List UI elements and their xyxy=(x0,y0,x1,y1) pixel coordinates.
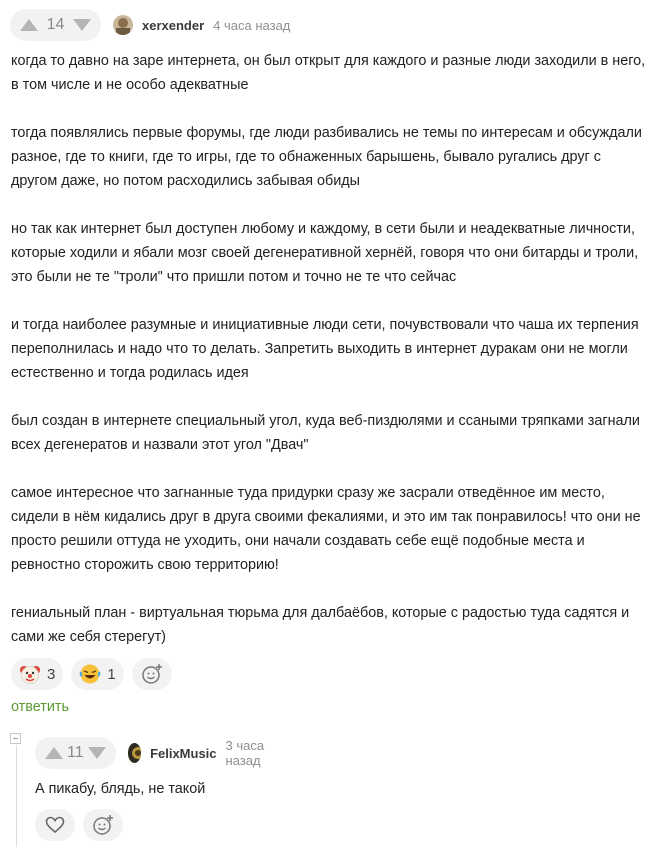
add-emoji-icon xyxy=(92,814,114,836)
vote-box xyxy=(35,737,116,769)
author-name[interactable]: xerxender xyxy=(142,17,205,33)
comment-body xyxy=(11,49,651,649)
reply-actions xyxy=(35,809,123,841)
add-reaction-button[interactable] xyxy=(132,658,172,690)
reply-link[interactable]: ответить xyxy=(11,699,70,715)
reaction-laugh[interactable] xyxy=(71,658,123,690)
timestamp[interactable]: 4 часа назад xyxy=(213,17,291,33)
add-emoji-icon xyxy=(141,663,163,685)
heart-icon xyxy=(45,816,65,834)
arrow-up-icon xyxy=(44,746,64,760)
downvote-button[interactable] xyxy=(84,743,110,763)
laughing-emoji-icon xyxy=(79,663,101,685)
comment-score: 11 xyxy=(67,744,84,761)
comment-paragraph: был создан в интернете специальный угол, куда веб-пиздюлями и ссаными тряпками загнали всех дегенератов и назвали этот угол "Двач" xyxy=(11,413,640,453)
vote-box xyxy=(10,9,101,41)
upvote-button[interactable] xyxy=(16,15,42,35)
comment-paragraph: но так как интернет был доступен любому и каждому, в сети были и неадекватные личности, которые ходили и ябали мозг своей дегенеративной хернёй, говоря что они битарды и троли, это были не те "троли" что пришли потом и точно не те что сейчас xyxy=(11,221,639,285)
comment-paragraph: и тогда наиболее разумные и инициативные люди сети, почувствовали что чаша их терпения переполнилась и надо что то делать. Запретить выходить в интернет дуракам они не могли естественно и тогда родилась идея xyxy=(11,317,639,381)
reactions-bar xyxy=(11,658,172,690)
comment-paragraph: гениальный план - виртуальная тюрьма для далбаёбов, которые с радостью туда садятся и сами же себя стерегут) xyxy=(11,605,630,645)
arrow-up-icon xyxy=(19,18,39,32)
user-avatar-icon xyxy=(113,15,133,35)
timestamp[interactable]: 3 часа назад xyxy=(225,738,265,768)
upvote-button[interactable] xyxy=(41,743,67,763)
reaction-count: 1 xyxy=(107,665,116,683)
arrow-down-icon xyxy=(87,746,107,760)
reply-body: А пикабу, блядь, не такой xyxy=(35,781,206,797)
downvote-button[interactable] xyxy=(69,15,95,35)
comment-header xyxy=(35,737,278,769)
arrow-down-icon xyxy=(72,18,92,32)
thread-line[interactable] xyxy=(16,745,17,847)
clown-emoji-icon xyxy=(19,663,41,685)
add-reaction-button[interactable] xyxy=(83,809,123,841)
collapse-thread-button[interactable] xyxy=(10,733,21,744)
comment-paragraph: самое интересное что загнанные туда придурки сразу же засрали отведённое им место, сидели в нём кидались друг в друга своими фекалиями, и это им так понравилось! что они не просто решили оттуда не уходить, они начали создавать себе ещё подобные места и ревностно сторожить свою территорию! xyxy=(11,485,641,573)
comment-paragraph: тогда появлялись первые форумы, где люди разбивались не темы по интересам и обсуждали разное, где то книги, где то игры, где то обнаженных барышень, бывало ругались друг с другом даже, но потом расходились забывая обиды xyxy=(11,125,642,189)
reaction-clown[interactable] xyxy=(11,658,63,690)
reaction-count: 3 xyxy=(47,665,56,683)
comment-score: 14 xyxy=(46,16,65,33)
user-avatar-icon xyxy=(128,743,141,763)
avatar[interactable] xyxy=(113,15,133,35)
author-name[interactable]: FelixMusic xyxy=(150,745,217,761)
avatar[interactable] xyxy=(128,743,141,763)
comment-header xyxy=(10,9,290,41)
comment-paragraph: когда то давно на заре интернета, он был открыт для каждого и разные люди заходили в него, в том числе и не особо адекватные xyxy=(11,53,646,93)
like-button[interactable] xyxy=(35,809,75,841)
